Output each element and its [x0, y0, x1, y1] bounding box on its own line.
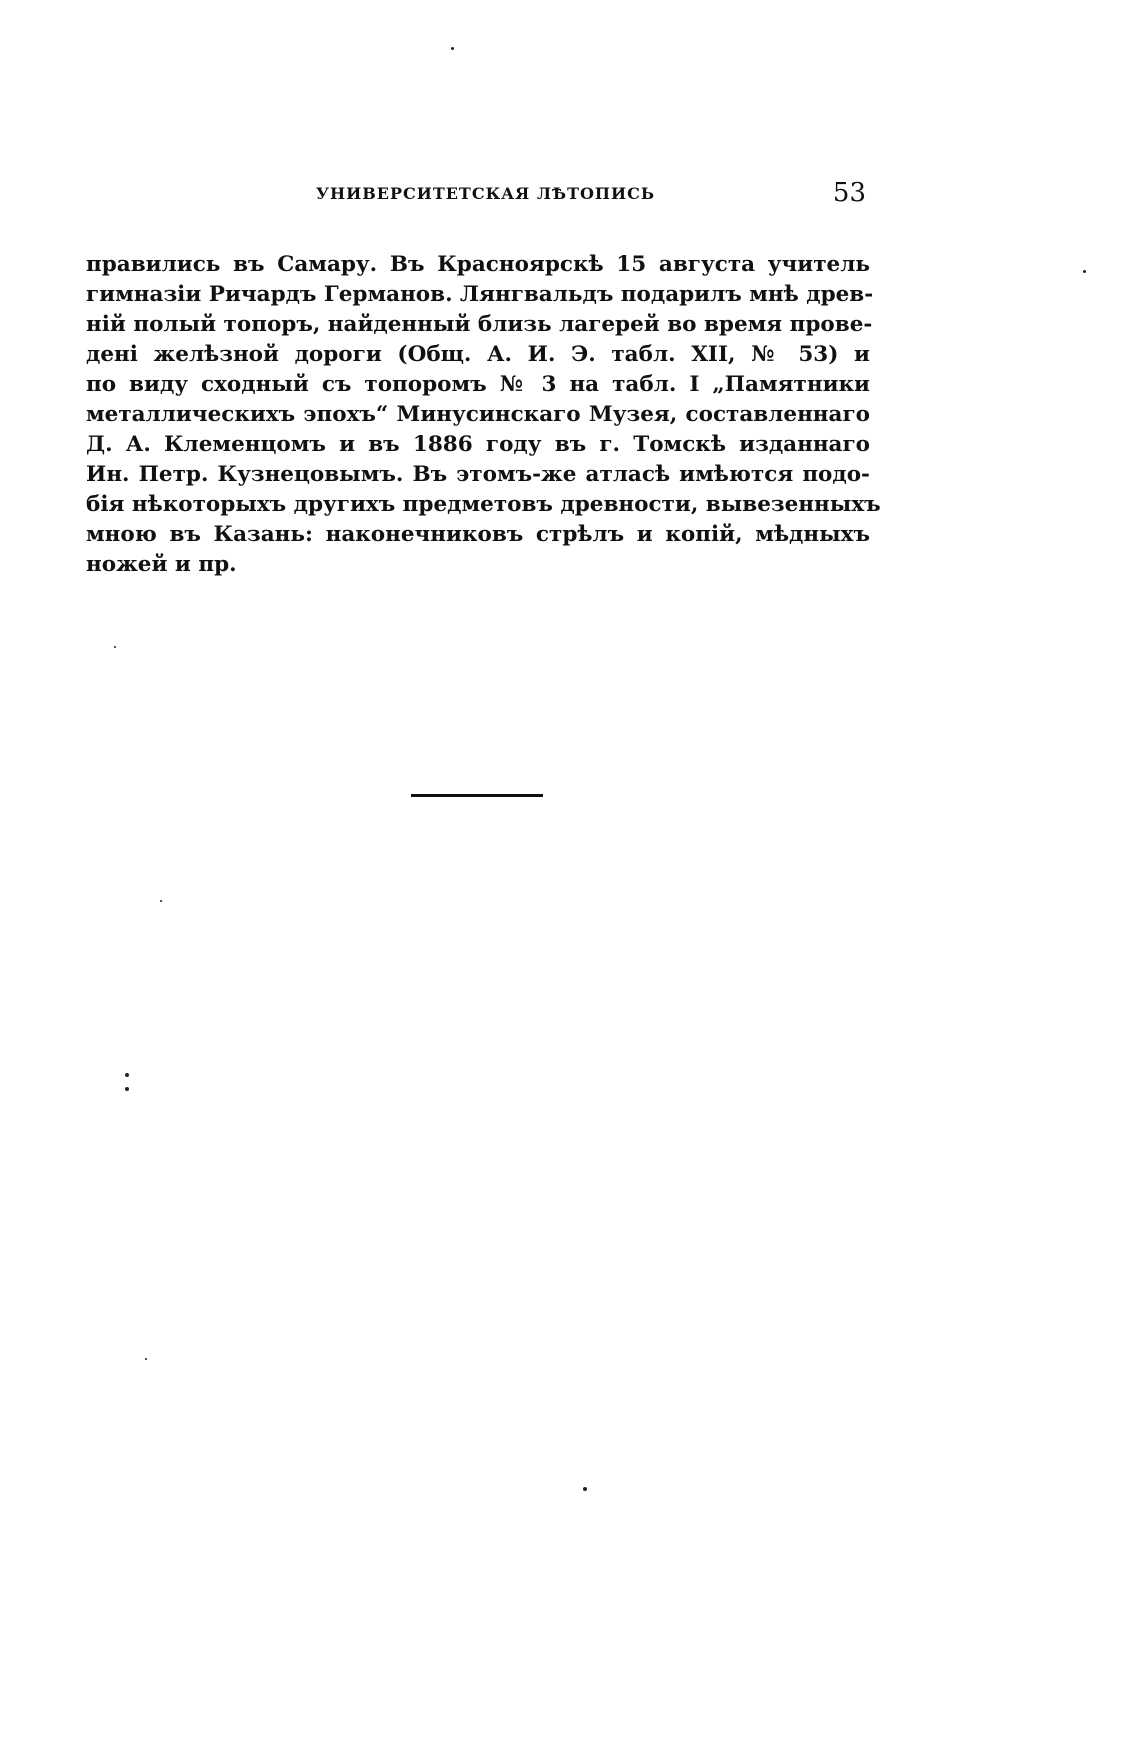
- scan-speck: [1083, 270, 1086, 273]
- text-line: по виду сходный съ топоромъ № 3 на табл. I „Памятники: [86, 372, 870, 397]
- text-line: правились въ Самару. Въ Красноярскѣ 15 августа учитель: [86, 252, 870, 277]
- text-line: гимназіи Ричардъ Германов. Лянгвальдъ подарилъ мнѣ древ-: [86, 282, 874, 307]
- page-number: 53: [832, 178, 866, 208]
- text-line: дені желѣзной дороги (Общ. А. И. Э. табл. XII, № 53) и: [86, 342, 870, 367]
- text-line: Д. А. Клеменцомъ и въ 1886 году въ г. Томскѣ изданнаго: [86, 432, 870, 457]
- text-line: ній полый топоръ, найденный близь лагерей во время прове-: [86, 312, 873, 337]
- scan-speck: [125, 1087, 129, 1091]
- scan-speck: [583, 1487, 587, 1491]
- scan-speck: [451, 47, 454, 50]
- section-divider: [411, 794, 543, 797]
- text-line: металлическихъ эпохъ“ Минусинскаго Музея, составленнаго: [86, 402, 870, 427]
- text-line: мною въ Казань: наконечниковъ стрѣлъ и копій, мѣдныхъ: [86, 522, 870, 547]
- text-line: бія нѣкоторыхъ другихъ предметовъ древности, вывезенныхъ: [86, 492, 881, 517]
- text-line: Ин. Петр. Кузнецовымъ. Въ этомъ-же атласѣ имѣются подо-: [86, 462, 870, 487]
- text-line: ножей и пр.: [86, 552, 237, 577]
- scan-speck: [145, 1358, 147, 1360]
- body-paragraph: [86, 250, 881, 580]
- scan-speck: [114, 646, 116, 648]
- page-header: [86, 180, 866, 212]
- scan-speck: [160, 900, 162, 902]
- running-title: УНИВЕРСИТЕТСКАЯ ЛѢТОПИСЬ: [316, 184, 656, 203]
- scan-speck: [125, 1073, 129, 1077]
